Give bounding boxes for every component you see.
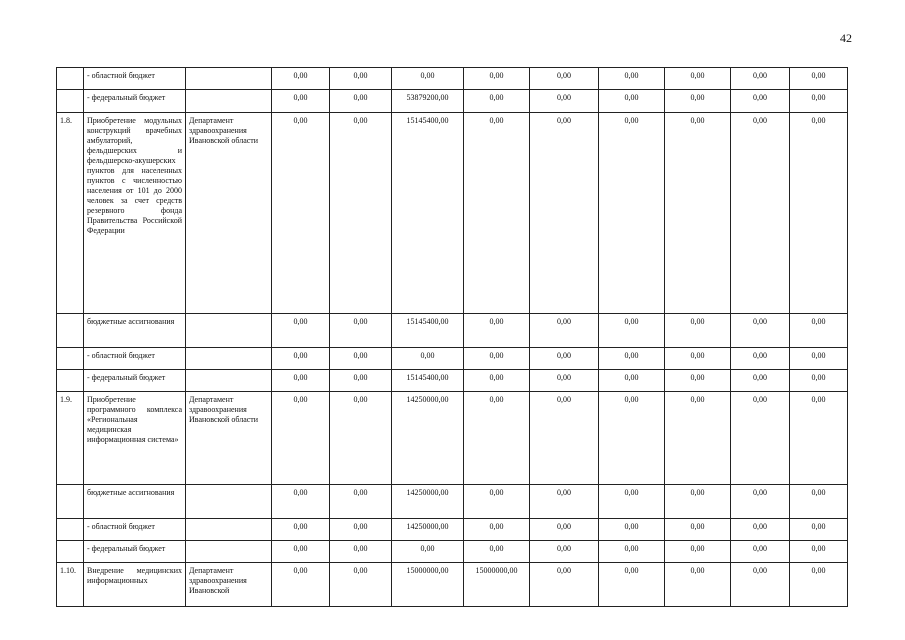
amount-cell: 0,00 bbox=[599, 392, 665, 485]
amount-cell: 0,00 bbox=[599, 68, 665, 90]
amount-cell: 0,00 bbox=[731, 563, 790, 607]
row-number-cell bbox=[57, 519, 84, 541]
amount-cell: 0,00 bbox=[530, 563, 599, 607]
amount-cell: 0,00 bbox=[464, 348, 530, 370]
amount-cell: 0,00 bbox=[272, 519, 330, 541]
row-number-cell bbox=[57, 314, 84, 348]
amount-cell: 0,00 bbox=[790, 541, 848, 563]
row-number-cell bbox=[57, 68, 84, 90]
amount-cell: 0,00 bbox=[665, 113, 731, 314]
amount-cell: 0,00 bbox=[272, 370, 330, 392]
amount-cell: 0,00 bbox=[665, 68, 731, 90]
amount-cell: 0,00 bbox=[790, 370, 848, 392]
amount-cell: 0,00 bbox=[330, 370, 392, 392]
amount-cell: 0,00 bbox=[665, 519, 731, 541]
amount-cell: 0,00 bbox=[665, 90, 731, 113]
amount-cell: 0,00 bbox=[731, 90, 790, 113]
amount-cell: 0,00 bbox=[530, 370, 599, 392]
amount-cell: 14250000,00 bbox=[392, 519, 464, 541]
amount-cell: 0,00 bbox=[731, 314, 790, 348]
row-number-cell bbox=[57, 485, 84, 519]
amount-cell: 0,00 bbox=[599, 370, 665, 392]
executor-cell: Департамент здравоохранения Ивановской области bbox=[186, 113, 272, 314]
amount-cell: 15145400,00 bbox=[392, 370, 464, 392]
executor-cell: Департамент здравоохранения Ивановской bbox=[186, 563, 272, 607]
amount-cell: 0,00 bbox=[530, 90, 599, 113]
table-row bbox=[57, 314, 848, 348]
table-row bbox=[57, 113, 848, 314]
amount-cell: 0,00 bbox=[731, 348, 790, 370]
amount-cell: 15145400,00 bbox=[392, 314, 464, 348]
row-number-cell bbox=[57, 348, 84, 370]
amount-cell: 0,00 bbox=[330, 392, 392, 485]
amount-cell: 0,00 bbox=[599, 90, 665, 113]
amount-cell: 0,00 bbox=[272, 563, 330, 607]
amount-cell: 0,00 bbox=[392, 541, 464, 563]
executor-cell bbox=[186, 519, 272, 541]
amount-cell: 0,00 bbox=[464, 392, 530, 485]
executor-cell bbox=[186, 370, 272, 392]
item-name-cell: - федеральный бюджет bbox=[84, 90, 186, 113]
amount-cell: 0,00 bbox=[272, 392, 330, 485]
amount-cell: 0,00 bbox=[731, 68, 790, 90]
amount-cell: 0,00 bbox=[665, 370, 731, 392]
table-row bbox=[57, 348, 848, 370]
item-name-cell: Приобретение программного комплекса «Региональная медицинская информационная система» bbox=[84, 392, 186, 485]
amount-cell: 15000000,00 bbox=[464, 563, 530, 607]
executor-cell bbox=[186, 348, 272, 370]
amount-cell: 0,00 bbox=[530, 314, 599, 348]
table-row bbox=[57, 68, 848, 90]
row-number-cell bbox=[57, 90, 84, 113]
amount-cell: 0,00 bbox=[790, 392, 848, 485]
amount-cell: 0,00 bbox=[731, 519, 790, 541]
item-name-cell: - областной бюджет bbox=[84, 68, 186, 90]
amount-cell: 0,00 bbox=[731, 541, 790, 563]
item-name-cell: бюджетные ассигнования bbox=[84, 314, 186, 348]
amount-cell: 0,00 bbox=[392, 68, 464, 90]
amount-cell: 0,00 bbox=[790, 519, 848, 541]
amount-cell: 0,00 bbox=[665, 392, 731, 485]
row-number-cell: 1.10. bbox=[57, 563, 84, 607]
amount-cell: 0,00 bbox=[464, 90, 530, 113]
amount-cell: 14250000,00 bbox=[392, 485, 464, 519]
executor-cell: Департамент здравоохранения Ивановской области bbox=[186, 392, 272, 485]
amount-cell: 15145400,00 bbox=[392, 113, 464, 314]
page-number: 42 bbox=[840, 31, 852, 45]
amount-cell: 0,00 bbox=[272, 348, 330, 370]
amount-cell: 0,00 bbox=[330, 90, 392, 113]
amount-cell: 0,00 bbox=[464, 68, 530, 90]
executor-cell bbox=[186, 541, 272, 563]
amount-cell: 0,00 bbox=[790, 90, 848, 113]
amount-cell: 15000000,00 bbox=[392, 563, 464, 607]
item-name-cell: - областной бюджет bbox=[84, 348, 186, 370]
amount-cell: 0,00 bbox=[530, 519, 599, 541]
table-row bbox=[57, 370, 848, 392]
amount-cell: 0,00 bbox=[790, 348, 848, 370]
amount-cell: 0,00 bbox=[599, 348, 665, 370]
amount-cell: 0,00 bbox=[330, 113, 392, 314]
amount-cell: 0,00 bbox=[599, 541, 665, 563]
executor-cell bbox=[186, 485, 272, 519]
item-name-cell: бюджетные ассигнования bbox=[84, 485, 186, 519]
amount-cell: 0,00 bbox=[530, 348, 599, 370]
amount-cell: 53879200,00 bbox=[392, 90, 464, 113]
amount-cell: 0,00 bbox=[464, 519, 530, 541]
item-name-cell: - федеральный бюджет bbox=[84, 370, 186, 392]
amount-cell: 0,00 bbox=[530, 541, 599, 563]
amount-cell: 0,00 bbox=[272, 314, 330, 348]
amount-cell: 0,00 bbox=[464, 541, 530, 563]
amount-cell: 0,00 bbox=[665, 541, 731, 563]
amount-cell: 0,00 bbox=[731, 113, 790, 314]
amount-cell: 0,00 bbox=[330, 541, 392, 563]
amount-cell: 14250000,00 bbox=[392, 392, 464, 485]
amount-cell: 0,00 bbox=[272, 485, 330, 519]
table-row bbox=[57, 485, 848, 519]
amount-cell: 0,00 bbox=[790, 68, 848, 90]
amount-cell: 0,00 bbox=[790, 485, 848, 519]
amount-cell: 0,00 bbox=[731, 485, 790, 519]
amount-cell: 0,00 bbox=[464, 485, 530, 519]
amount-cell: 0,00 bbox=[272, 541, 330, 563]
amount-cell: 0,00 bbox=[599, 563, 665, 607]
amount-cell: 0,00 bbox=[530, 68, 599, 90]
row-number-cell bbox=[57, 370, 84, 392]
amount-cell: 0,00 bbox=[665, 314, 731, 348]
amount-cell: 0,00 bbox=[790, 563, 848, 607]
item-name-cell: Приобретение модульных конструкций врачебных амбулаторий, фельдшерских и фельдшерско-акушерских пунктов для населенных пунктов с численностью населения от 101 до 2000 человек за счет средств резервного фонда Правительства Российской Федерации bbox=[84, 113, 186, 314]
amount-cell: 0,00 bbox=[272, 68, 330, 90]
executor-cell bbox=[186, 68, 272, 90]
item-name-cell: - федеральный бюджет bbox=[84, 541, 186, 563]
amount-cell: 0,00 bbox=[790, 314, 848, 348]
amount-cell: 0,00 bbox=[330, 348, 392, 370]
table-row bbox=[57, 90, 848, 113]
amount-cell: 0,00 bbox=[530, 485, 599, 519]
table-row bbox=[57, 392, 848, 485]
amount-cell: 0,00 bbox=[464, 314, 530, 348]
item-name-cell: - областной бюджет bbox=[84, 519, 186, 541]
amount-cell: 0,00 bbox=[599, 519, 665, 541]
amount-cell: 0,00 bbox=[665, 348, 731, 370]
amount-cell: 0,00 bbox=[599, 485, 665, 519]
amount-cell: 0,00 bbox=[665, 485, 731, 519]
executor-cell bbox=[186, 90, 272, 113]
amount-cell: 0,00 bbox=[599, 113, 665, 314]
amount-cell: 0,00 bbox=[665, 563, 731, 607]
amount-cell: 0,00 bbox=[330, 314, 392, 348]
table-row bbox=[57, 563, 848, 607]
table-row bbox=[57, 541, 848, 563]
row-number-cell: 1.9. bbox=[57, 392, 84, 485]
table-row bbox=[57, 519, 848, 541]
amount-cell: 0,00 bbox=[790, 113, 848, 314]
amount-cell: 0,00 bbox=[330, 68, 392, 90]
amount-cell: 0,00 bbox=[330, 563, 392, 607]
amount-cell: 0,00 bbox=[530, 392, 599, 485]
item-name-cell: Внедрение медицинских информационных bbox=[84, 563, 186, 607]
amount-cell: 0,00 bbox=[731, 392, 790, 485]
row-number-cell: 1.8. bbox=[57, 113, 84, 314]
amount-cell: 0,00 bbox=[272, 90, 330, 113]
amount-cell: 0,00 bbox=[464, 113, 530, 314]
amount-cell: 0,00 bbox=[464, 370, 530, 392]
amount-cell: 0,00 bbox=[272, 113, 330, 314]
budget-table bbox=[56, 67, 848, 607]
amount-cell: 0,00 bbox=[599, 314, 665, 348]
amount-cell: 0,00 bbox=[530, 113, 599, 314]
executor-cell bbox=[186, 314, 272, 348]
amount-cell: 0,00 bbox=[330, 485, 392, 519]
amount-cell: 0,00 bbox=[731, 370, 790, 392]
amount-cell: 0,00 bbox=[392, 348, 464, 370]
row-number-cell bbox=[57, 541, 84, 563]
amount-cell: 0,00 bbox=[330, 519, 392, 541]
